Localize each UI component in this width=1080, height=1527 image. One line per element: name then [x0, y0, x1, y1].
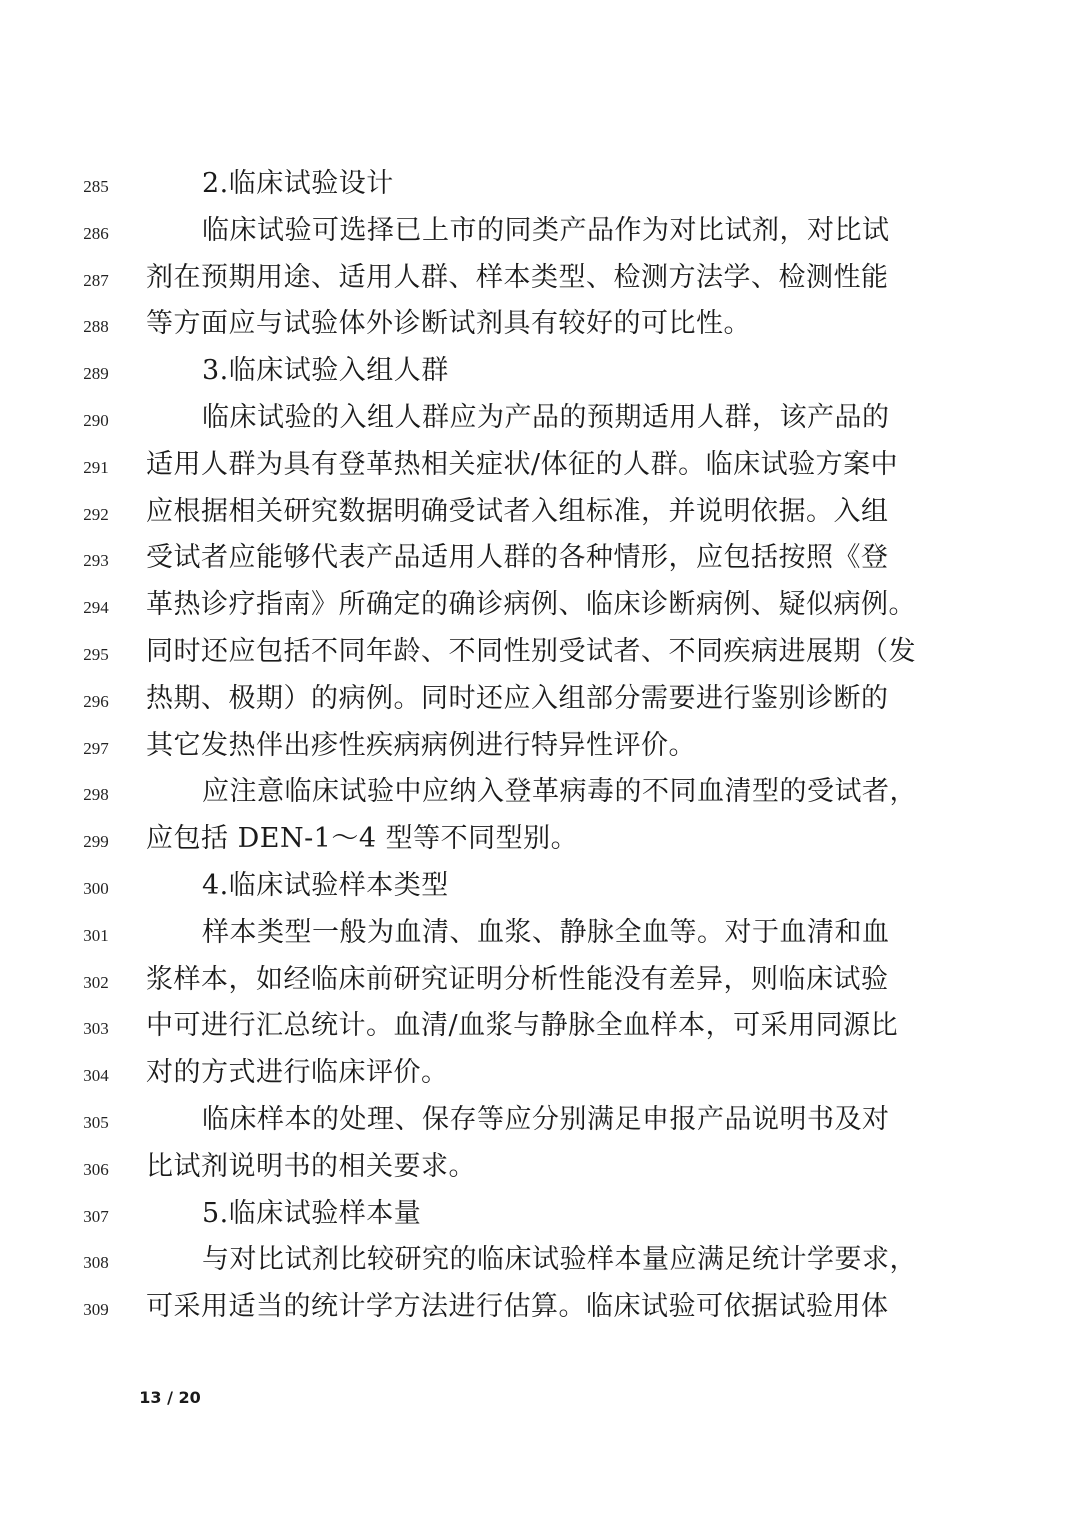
line-number: 306 [83, 1159, 109, 1179]
line-number: 290 [83, 411, 109, 430]
line-number: 305 [83, 1113, 109, 1132]
line-number: 299 [83, 832, 109, 852]
line-text: 样本类型一般为血清、血浆、静脉全血等。对于血清和血 [202, 916, 890, 948]
line-number: 287 [83, 270, 109, 290]
line-text: 比试剂说明书的相关要求。 [146, 1150, 476, 1182]
document-line [0, 913, 1080, 953]
document-line [0, 1006, 1080, 1046]
line-number: 285 [83, 177, 109, 196]
line-number: 294 [83, 598, 109, 618]
document-line [0, 726, 1080, 766]
line-text: 等方面应与试验体外诊断试剂具有较好的可比性。 [146, 308, 751, 340]
document-line [0, 164, 1080, 204]
document-line [0, 1287, 1080, 1327]
line-text: 应包括 DEN-1～4 型等不同型别。 [146, 823, 579, 855]
line-text: 剂在预期用途、适用人群、样本类型、检测方法学、检测性能 [146, 261, 889, 293]
line-text: 4.临床试验样本类型 [202, 870, 449, 901]
line-text: 革热诊疗指南》所确定的确诊病例、临床诊断病例、疑似病例。 [146, 589, 916, 621]
line-text: 可采用适当的统计学方法进行估算。临床试验可依据试验用体 [146, 1291, 889, 1323]
line-number: 286 [83, 223, 109, 243]
line-number: 302 [83, 972, 109, 992]
document-line [0, 960, 1080, 1000]
document-line [0, 1240, 1080, 1280]
line-number: 297 [83, 738, 109, 758]
line-text: 2.临床试验设计 [202, 168, 394, 199]
document-line [0, 492, 1080, 532]
line-text: 中可进行汇总统计。血清/血浆与静脉全血样本，可采用同源比 [146, 1010, 899, 1042]
line-number: 304 [83, 1066, 109, 1086]
line-number: 309 [83, 1300, 109, 1320]
line-number: 301 [83, 925, 109, 945]
line-text: 热期、极期）的病例。同时还应入组部分需要进行鉴别诊断的 [146, 682, 889, 714]
line-text: 适用人群为具有登革热相关症状/体征的人群。临床试验方案中 [146, 448, 899, 480]
line-text: 应注意临床试验中应纳入登革病毒的不同血清型的受试者， [202, 776, 917, 808]
line-number: 307 [83, 1206, 109, 1226]
line-text: 其它发热伴出疹性疾病病例进行特异性评价。 [146, 729, 696, 761]
line-text: 应根据相关研究数据明确受试者入组标准，并说明依据。入组 [146, 495, 889, 527]
document-line [0, 819, 1080, 859]
line-number: 308 [83, 1253, 109, 1273]
line-text: 5.临床试验样本量 [202, 1197, 422, 1229]
line-number: 295 [83, 645, 109, 664]
document-line [0, 632, 1080, 672]
line-text: 同时还应包括不同年龄、不同性别受试者、不同疾病进展期（发 [146, 636, 916, 667]
line-text: 临床试验的入组人群应为产品的预期适用人群，该产品的 [202, 402, 890, 433]
document-line [0, 585, 1080, 625]
line-number: 292 [83, 504, 109, 524]
document-line [0, 772, 1080, 812]
line-number: 288 [83, 317, 109, 337]
line-text: 浆样本，如经临床前研究证明分析性能没有差异，则临床试验 [146, 963, 889, 995]
document-line [0, 866, 1080, 906]
line-text: 临床试验可选择已上市的同类产品作为对比试剂，对比试 [202, 214, 890, 246]
document-line [0, 538, 1080, 578]
document-line [0, 445, 1080, 485]
document-line [0, 398, 1080, 438]
line-number: 298 [83, 785, 109, 805]
line-text: 临床样本的处理、保存等应分别满足申报产品说明书及对 [202, 1104, 890, 1135]
document-line [0, 679, 1080, 719]
line-number: 289 [83, 364, 109, 384]
document-line [0, 1100, 1080, 1140]
line-number: 300 [83, 879, 109, 898]
line-number: 293 [83, 551, 109, 571]
line-text: 3.临床试验入组人群 [202, 355, 449, 387]
document-line [0, 351, 1080, 391]
line-text: 受试者应能够代表产品适用人群的各种情形，应包括按照《登 [146, 542, 889, 574]
line-number: 296 [83, 691, 109, 711]
line-number: 291 [83, 457, 109, 477]
document-line [0, 211, 1080, 251]
document-line [0, 1147, 1080, 1187]
line-text: 对的方式进行临床评价。 [146, 1057, 449, 1089]
line-number: 303 [83, 1019, 109, 1039]
document-line [0, 1194, 1080, 1234]
document-line [0, 1053, 1080, 1093]
document-line [0, 304, 1080, 344]
document-line [0, 258, 1080, 298]
line-text: 与对比试剂比较研究的临床试验样本量应满足统计学要求， [202, 1244, 917, 1276]
page-number: 13 / 20 [139, 1388, 201, 1407]
